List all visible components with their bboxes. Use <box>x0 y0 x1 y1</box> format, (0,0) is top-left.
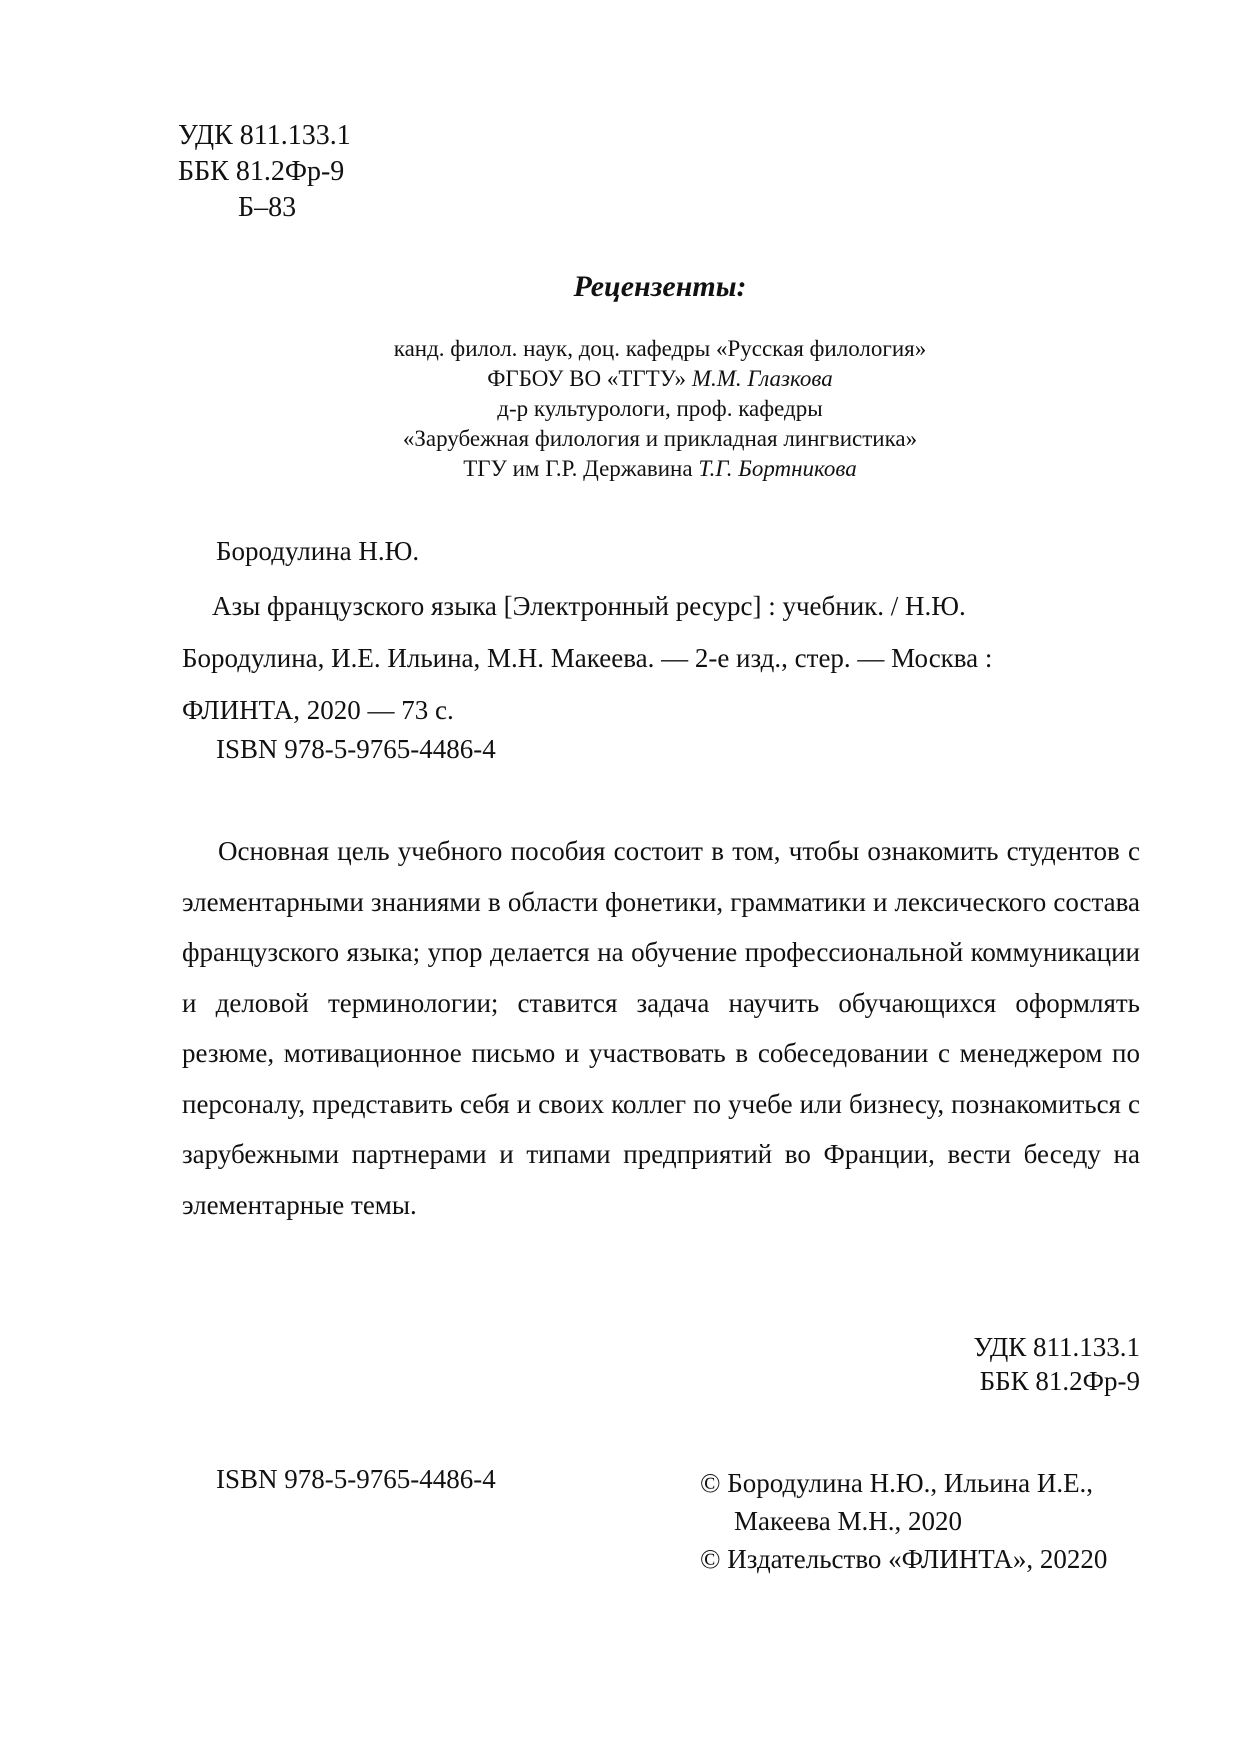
bib-description <box>182 580 1062 736</box>
bib-line-2: Бородулина, И.Е. Ильина, М.Н. Макеева. — 2-е изд., стер. — Москва : <box>182 643 993 673</box>
reviewer-line-5 <box>0 454 1241 484</box>
bib-author: Бородулина Н.Ю. <box>216 536 420 566</box>
copyright-block <box>700 1464 1107 1578</box>
footer-isbn: ISBN 978-5-9765-4486-4 <box>216 1464 496 1494</box>
copyright-authors-cont: Макеева М.Н., 2020 <box>734 1506 963 1536</box>
bib-line-3: ФЛИНТА, 2020 — 73 с. <box>182 695 454 725</box>
footer-codes <box>900 1330 1140 1398</box>
copyright-publisher: © Издательство «ФЛИНТА», 20220 <box>700 1544 1108 1574</box>
copyright-authors: © Бородулина Н.Ю., Ильина И.Е., <box>700 1468 1094 1498</box>
reviewer-1-name: М.М. Глазкова <box>691 366 833 391</box>
reviewers-list <box>0 334 1241 484</box>
author-mark: Б–83 <box>238 192 297 223</box>
reviewer-2-org: ТГУ им Г.Р. Державина <box>463 456 693 481</box>
reviewer-2-name: Т.Г. Бортникова <box>698 456 857 481</box>
reviewer-line-1: канд. филол. наук, доц. кафедры «Русская филология» <box>393 336 927 361</box>
reviewer-line-3: д-р культурологи, проф. кафедры <box>497 396 823 421</box>
bib-line-1: Азы французского языка [Электронный ресурс] : учебник. / Н.Ю. <box>212 591 966 621</box>
udk-code: УДК 811.133.1 <box>178 120 351 151</box>
reviewers-heading: Рецензенты: <box>573 270 747 303</box>
footer-bbk: ББК 81.2Фр-9 <box>979 1366 1140 1396</box>
bib-isbn: ISBN 978-5-9765-4486-4 <box>216 734 496 764</box>
bbk-code: ББК 81.2Фр-9 <box>178 156 345 187</box>
classification-codes <box>178 118 351 226</box>
abstract-paragraph: Основная цель учебного пособия состоит в том, чтобы ознакомить студентов с элементарными знаниями в области фонетики, грамматики и лексического состава французского языка; упор делается на обучение профессиональной коммуникации и деловой терминологии; ставится задача научить обучающихся оформлять резюме, мотивационное письмо и участвовать в собеседовании с менеджером по персоналу, представить себя и своих коллег по учебе или бизнесу, познакомиться с зарубежными партнерами и типами предприятий во Франции, вести беседу на элементарные темы. <box>182 836 1140 1220</box>
reviewer-line-2 <box>0 364 1241 394</box>
reviewer-1-org: ФГБОУ ВО «ТГТУ» <box>487 366 687 391</box>
reviewer-line-4: «Зарубежная филология и прикладная лингвистика» <box>402 426 918 451</box>
footer-udk: УДК 811.133.1 <box>973 1332 1140 1362</box>
